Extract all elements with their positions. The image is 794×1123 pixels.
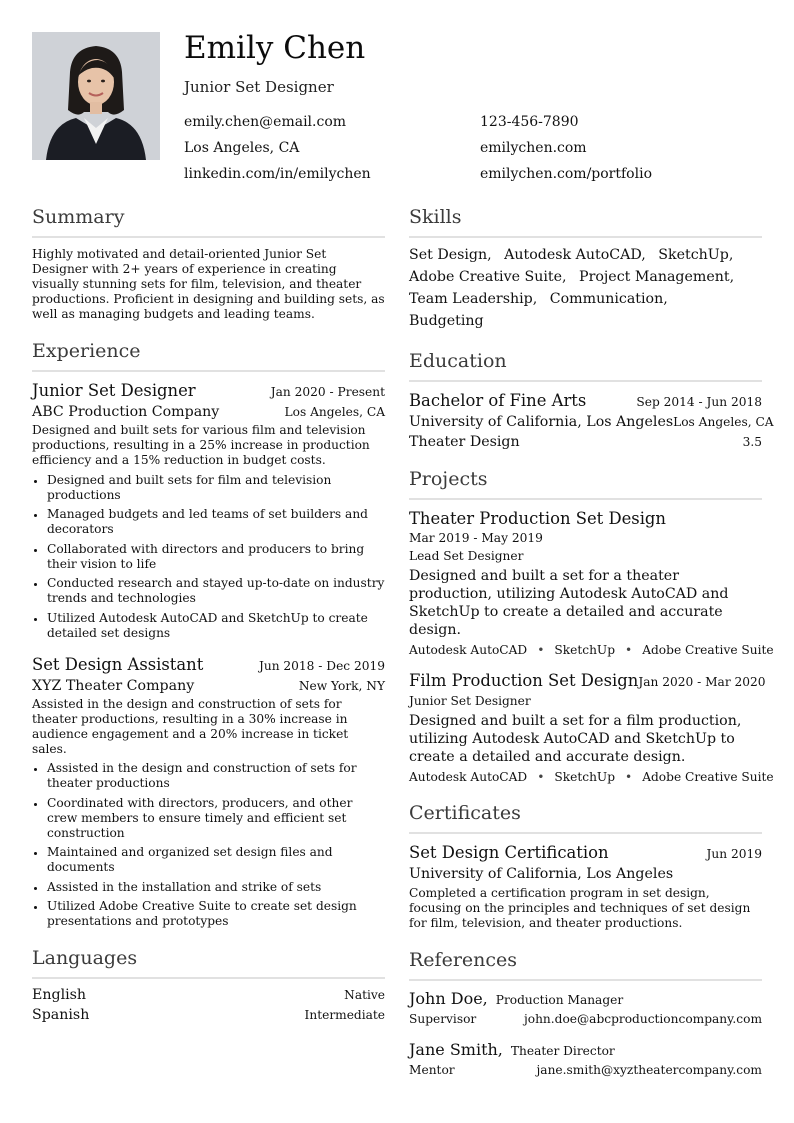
job-bullets — [32, 761, 385, 929]
certificate-name: Set Design Certification — [409, 843, 609, 862]
education-dates: Sep 2014 - Jun 2018 — [636, 395, 762, 409]
reference-role: Theater Director — [510, 1044, 615, 1058]
projects-heading: Projects — [409, 468, 488, 490]
section-divider — [409, 380, 762, 382]
section-divider — [409, 236, 762, 238]
bullet-item: Designed and built sets for film and television productions — [32, 473, 385, 503]
reference-relation: Mentor — [409, 1063, 455, 1077]
project-tags — [409, 643, 774, 657]
right-column — [409, 206, 774, 1077]
bullet-item: Assisted in the design and construction of sets for theater productions — [32, 761, 385, 791]
job-position: Set Design Assistant — [32, 654, 204, 674]
location-text: Los Angeles, CA — [184, 140, 300, 156]
reference-email[interactable]: jane.smith@xyztheatercompany.com — [536, 1063, 762, 1077]
bullet-item: Managed budgets and led teams of set builders and decorators — [32, 507, 385, 537]
project-description: Designed and built a set for a theater production, utilizing Autodesk AutoCAD and SketchUp to create a detailed and accurate design. — [409, 568, 729, 638]
reference-relation: Supervisor — [409, 1012, 477, 1026]
section-divider — [32, 236, 385, 238]
references-section — [409, 949, 762, 1077]
job-company: XYZ Theater Company — [32, 677, 195, 694]
project-tag: Autodesk AutoCAD — [409, 643, 528, 657]
bullet-item: Coordinated with directors, producers, and other crew members to ensure timely and efficient set construction — [32, 796, 385, 841]
portrait-illustration — [32, 32, 160, 160]
certificates-section — [409, 802, 762, 931]
skill-item: Set Design, — [409, 247, 492, 263]
summary-heading: Summary — [32, 206, 125, 228]
skill-item: SketchUp, — [658, 247, 734, 263]
language-row — [32, 987, 385, 1003]
skill-item: Project Management, — [579, 269, 735, 285]
separator-dot-icon: • — [625, 643, 633, 657]
education-school: University of California, Los Angeles — [409, 414, 674, 430]
references-heading: References — [409, 949, 518, 971]
candidate-name: Emily Chen — [184, 30, 366, 66]
job-dates: Jun 2018 - Dec 2019 — [258, 658, 385, 673]
reference-name: John Doe, — [409, 989, 488, 1008]
reference-name: Jane Smith, — [409, 1040, 503, 1059]
certificate-issuer: University of California, Los Angeles — [409, 866, 674, 882]
reference-entry — [409, 1040, 762, 1077]
education-gpa: 3.5 — [742, 435, 762, 449]
language-name: English — [32, 987, 87, 1003]
reference-email[interactable]: john.doe@abcproductioncompany.com — [523, 1012, 762, 1026]
bullet-item: Maintained and organized set design files and documents — [32, 845, 385, 875]
experience-entry — [32, 655, 385, 930]
section-divider — [32, 370, 385, 372]
project-tag: SketchUp — [554, 770, 615, 784]
bullet-item: Utilized Adobe Creative Suite to create set design presentations and prototypes — [32, 899, 385, 929]
experience-section — [32, 340, 385, 929]
skills-heading: Skills — [409, 206, 462, 228]
section-divider — [409, 832, 762, 834]
education-section — [409, 350, 774, 450]
languages-section — [32, 947, 385, 1023]
project-description: Designed and built a set for a film production, utilizing Autodesk AutoCAD and SketchUp to create a detailed and accurate design. — [409, 713, 742, 765]
section-divider — [409, 498, 762, 500]
profile-photo — [32, 32, 160, 160]
project-name: Film Production Set Design — [409, 671, 639, 690]
left-column — [32, 206, 385, 1023]
language-level: Intermediate — [304, 1008, 385, 1022]
project-tag: Autodesk AutoCAD — [409, 770, 528, 784]
reference-entry — [409, 989, 762, 1026]
project-role: Junior Set Designer — [409, 694, 531, 708]
experience-entry — [32, 381, 385, 641]
website-link[interactable]: emilychen.com — [480, 140, 587, 156]
language-name: Spanish — [32, 1007, 90, 1023]
project-entry — [409, 671, 774, 784]
project-tag: Adobe Creative Suite — [642, 770, 774, 784]
languages-heading: Languages — [32, 947, 138, 969]
project-dates: Mar 2019 - May 2019 — [409, 531, 543, 545]
education-location: Los Angeles, CA — [673, 415, 774, 429]
certificates-heading: Certificates — [409, 802, 521, 824]
separator-dot-icon: • — [537, 643, 545, 657]
job-dates: Jan 2020 - Present — [270, 385, 385, 399]
certificate-description: Completed a certification program in set design, focusing on the principles and techniques of set design for film, television, and theater productions. — [409, 886, 751, 930]
section-divider — [32, 977, 385, 979]
job-description: Designed and built sets for various film and television productions, resulting in a 25% increase in production efficiency and a 15% reduction in budget costs. — [32, 423, 370, 467]
certificate-date: Jun 2019 — [706, 847, 762, 861]
summary-section — [32, 206, 385, 322]
section-divider — [409, 979, 762, 981]
bullet-item: Conducted research and stayed up-to-date on industry trends and technologies — [32, 576, 385, 606]
education-heading: Education — [409, 350, 507, 372]
project-tag: Adobe Creative Suite — [642, 643, 774, 657]
job-position: Junior Set Designer — [32, 381, 196, 400]
project-tags — [409, 770, 774, 784]
skill-item: Budgeting — [409, 313, 484, 329]
project-tag: SketchUp — [554, 643, 615, 657]
bullet-item: Assisted in the installation and strike of sets — [32, 880, 385, 895]
summary-text: Highly motivated and detail-oriented Junior Set Designer with 2+ years of experience in creating visually stunning sets for film, television, and theater productions. Proficient in designing and building sets, as well as managing budgets and leading teams. — [32, 247, 385, 321]
skills-list — [409, 244, 762, 332]
portfolio-link[interactable]: emilychen.com/portfolio — [480, 166, 652, 182]
skills-section — [409, 206, 762, 332]
language-row — [32, 1007, 385, 1023]
project-entry — [409, 509, 774, 657]
phone-number[interactable]: 123-456-7890 — [480, 114, 579, 130]
job-description: Assisted in the design and construction of sets for theater productions, resulting in a 30% increase in audience engagement and a 20% increase in ticket sales. — [32, 696, 349, 756]
skill-item: Communication, — [549, 291, 668, 307]
projects-section — [409, 468, 774, 784]
skill-item: Adobe Creative Suite, — [409, 269, 567, 285]
bullet-item: Collaborated with directors and producers to bring their vision to life — [32, 542, 385, 572]
project-role: Lead Set Designer — [409, 549, 524, 563]
skill-item: Team Leadership, — [409, 291, 538, 307]
skill-item: Autodesk AutoCAD, — [504, 247, 646, 263]
project-dates: Jan 2020 - Mar 2020 — [638, 675, 766, 689]
candidate-title: Junior Set Designer — [184, 78, 334, 96]
job-location: New York, NY — [298, 678, 385, 693]
reference-role: Production Manager — [495, 993, 624, 1007]
separator-dot-icon: • — [537, 770, 545, 784]
email-link[interactable]: emily.chen@email.com — [184, 114, 347, 130]
language-level: Native — [344, 988, 385, 1002]
separator-dot-icon: • — [625, 770, 633, 784]
bullet-item: Utilized Autodesk AutoCAD and SketchUp to create detailed set designs — [32, 611, 385, 641]
project-name: Theater Production Set Design — [409, 509, 666, 528]
job-location: Los Angeles, CA — [284, 405, 385, 419]
linkedin-link[interactable]: linkedin.com/in/emilychen — [184, 166, 371, 182]
job-company: ABC Production Company — [32, 404, 220, 420]
education-field: Theater Design — [409, 434, 520, 450]
experience-heading: Experience — [32, 340, 141, 362]
job-bullets — [32, 473, 385, 641]
education-degree: Bachelor of Fine Arts — [409, 391, 587, 410]
